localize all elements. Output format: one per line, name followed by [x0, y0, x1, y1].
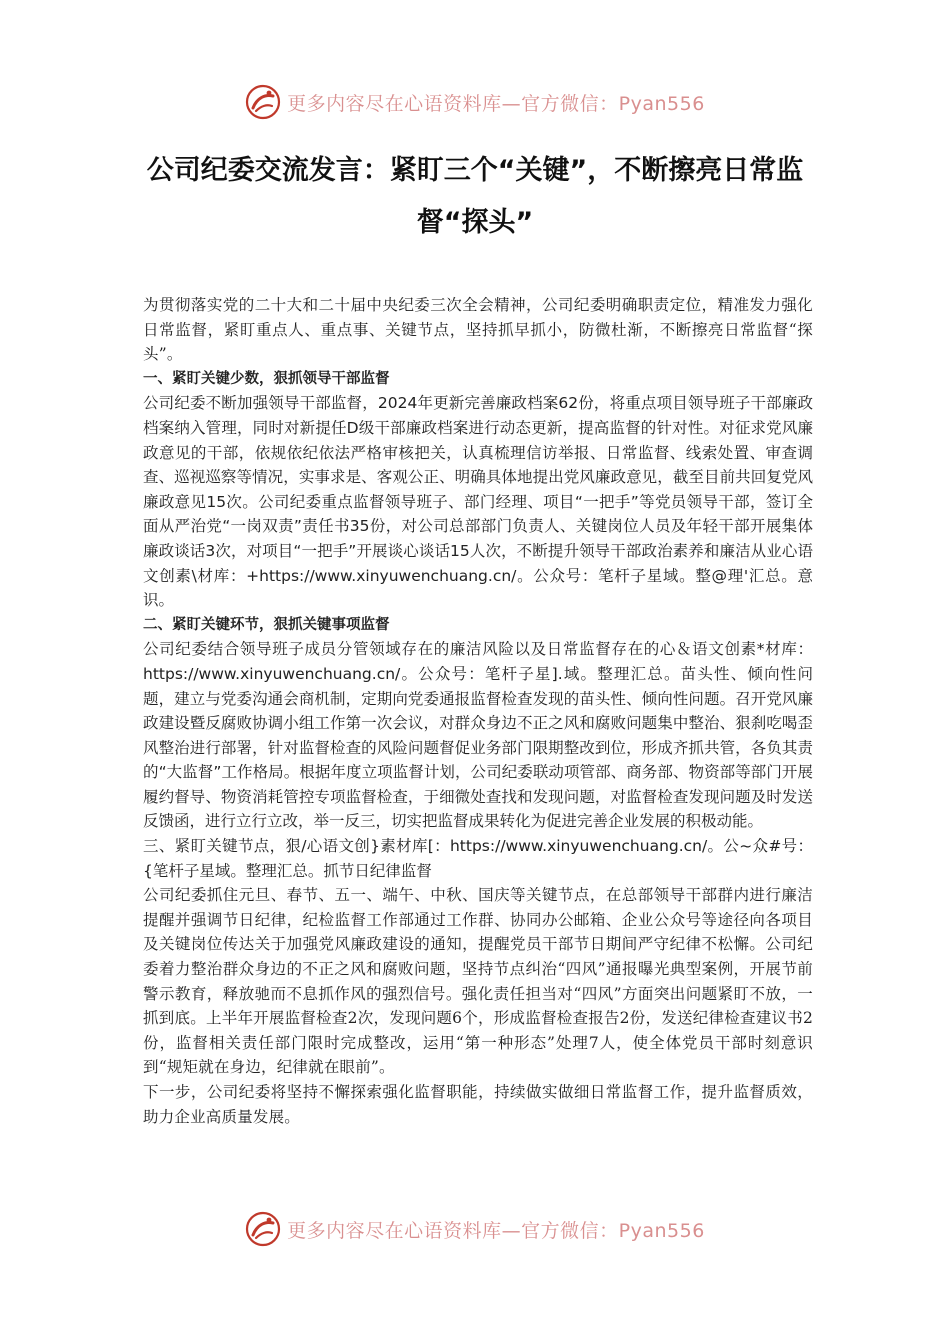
document-body: [143, 293, 813, 1129]
banner-text: 更多内容尽在心语资料库—官方微信：Pyan556: [287, 1219, 705, 1242]
section-body-2: 公司纪委结合领导班子成员分管领域存在的廉洁风险以及日常监督存在的心＆语文创素*材库：https://www.xinyuwenchuang.cn/。公众号：笔杆子星].域。整理汇总。苗头性、倾向性问题，建立与党委沟通会商机制，定期向党委通报监督检查发现的苗头性、倾向性问题。召开党风廉政建设暨反腐败协调小组工作第一次会议，对群众身边不正之风和腐败问题集中整治、狠刹吃喝歪风整治进行部署，针对监督检查的风险问题督促业务部门限期整改到位，形成齐抓共管，各负其责的“大监督”工作格局。根据年度立项监督计划，公司纪委联动项管部、商务部、物资部等部门开展履约督导、物资消耗管控专项监督检查，于细微处查找和发现问题，对监督检查发现问题及时发送反馈函，进行立行立改，举一反三，切实把监督成果转化为促进完善企业发展的积极动能。: [143, 640, 813, 831]
xinyu-logo-icon: [245, 84, 281, 120]
top-banner: [0, 82, 950, 122]
section-body-1: 公司纪委不断加强领导干部监督，2024年更新完善廉政档案62份，将重点项目领导班子干部廉政档案纳入管理，同时对新提任D级干部廉政档案进行动态更新，提高监督的针对性。对征求党风廉政意见的干部，依规依纪依法严格审核把关，认真梳理信访举报、日常监督、线索处置、审查调查、巡视巡察等情况，实事求是、客观公正、明确具体地提出党风廉政意见，截至目前共回复党风廉政意见15次。公司纪委重点监督领导班子、部门经理、项目“一把手”等党员领导干部，签订全面从严治党“一岗双责”责任书35份，对公司总部部门负责人、关键岗位人员及年轻干部开展集体廉政谈话3次，对项目“一把手”开展谈心谈话15人次，不断提升领导干部政治素养和廉洁从业心语文创素\材库：+https://www.xinyuwenchuang.cn/。公众号：笔杆子星域。整@理'汇总。意识。: [143, 394, 813, 610]
page-title: 公司纪委交流发言：紧盯三个“关键”，不断擦亮日常监督“探头”: [146, 155, 804, 238]
section-heading-3: 三、紧盯关键节点，狠/心语文创}素材库[：https://www.xinyuwenchuang.cn/。公~众#号：{笔杆子星域。整理汇总。抓节日纪律监督: [143, 837, 813, 880]
xinyu-logo-icon: [245, 1211, 281, 1247]
section-heading-1: 一、紧盯关键少数，狠抓领导干部监督: [143, 370, 390, 387]
section-heading-2: 二、紧盯关键环节，狠抓关键事项监督: [143, 616, 390, 633]
banner-text: 更多内容尽在心语资料库—官方微信：Pyan556: [287, 92, 705, 115]
section-body-3: 公司纪委抓住元旦、春节、五一、端午、中秋、国庆等关键节点，在总部领导干部群内进行廉洁提醒并强调节日纪律，纪检监督工作部通过工作群、协同办公邮箱、企业公众号等途径向各项目及关键岗位传达关于加强党风廉政建设的通知，提醒党员干部节日期间严守纪律不松懈。公司纪委着力整治群众身边的不正之风和腐败问题，坚持节点纠治“四风”通报曝光典型案例，开展节前警示教育，释放驰而不息抓作风的强烈信号。强化责任担当对“四风”方面突出问题紧盯不放，一抓到底。上半年开展监督检查2次，发现问题6个，形成监督检查报告2份，发送纪律检查建议书2份，监督相关责任部门限时完成整改，运用“第一种形态”处理7人，使全体党员干部时刻意识到“规矩就在身边，纪律就在眼前”。: [143, 886, 813, 1077]
bottom-banner: [0, 1209, 950, 1249]
closing-paragraph: 下一步，公司纪委将坚持不懈探索强化监督职能，持续做实做细日常监督工作，提升监督质效，助力企业高质量发展。: [143, 1083, 813, 1126]
intro-paragraph: 为贯彻落实党的二十大和二十届中央纪委三次全会精神，公司纪委明确职责定位，精准发力强化日常监督，紧盯重点人、重点事、关键节点，坚持抓早抓小，防微杜渐，不断擦亮日常监督“探头”。: [143, 296, 813, 364]
